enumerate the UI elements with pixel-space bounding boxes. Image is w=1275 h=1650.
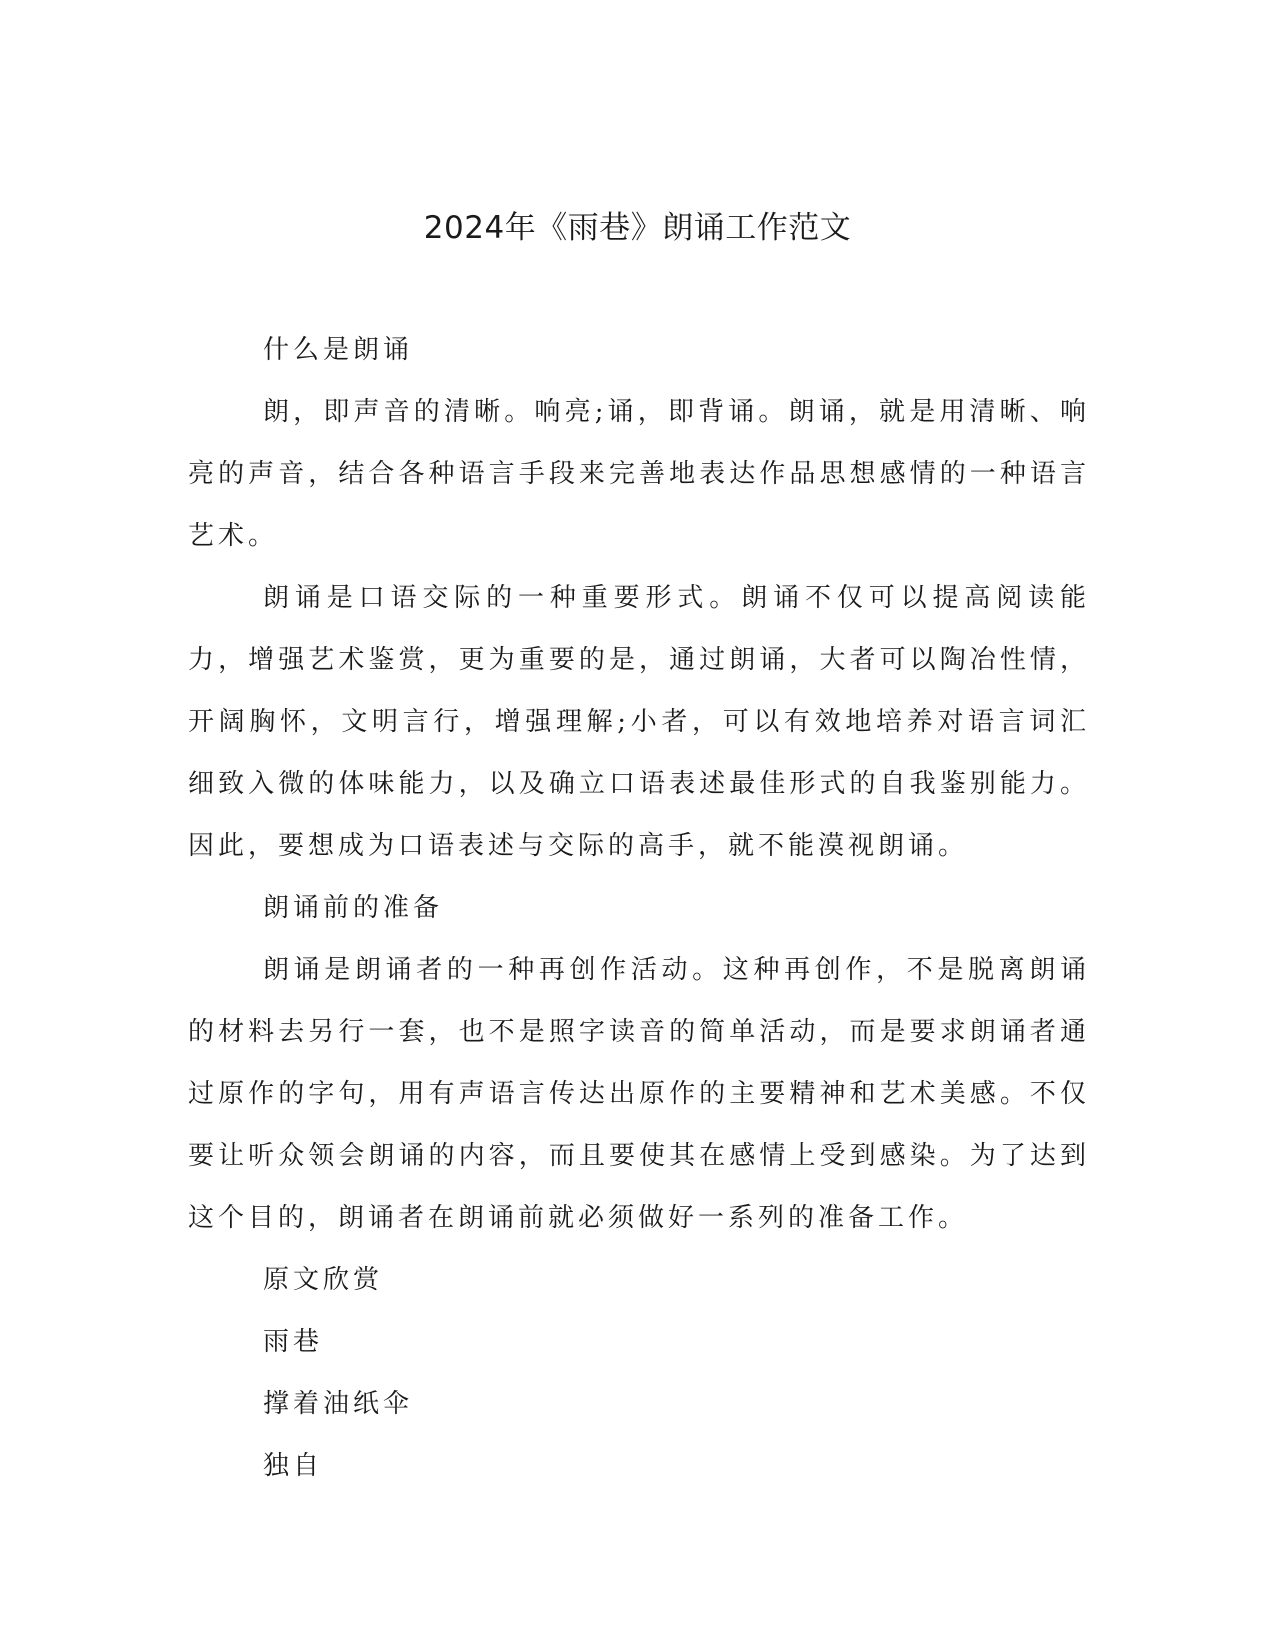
paragraph-definition: 朗，即声音的清晰。响亮;诵，即背诵。朗诵，就是用清晰、响亮的声音，结合各种语言手段来完善地表达作品思想感情的一种语言艺术。	[188, 397, 1090, 551]
document-title: 2024年《雨巷》朗诵工作范文	[423, 210, 852, 246]
poem-line-2: 独自	[263, 1451, 324, 1481]
paragraph-importance: 朗诵是口语交际的一种重要形式。朗诵不仅可以提高阅读能力，增强艺术鉴赏，更为重要的是，通过朗诵，大者可以陶冶性情，开阔胸怀，文明言行，增强理解;小者，可以有效地培养对语言词汇细致入微的体味能力，以及确立口语表述最佳形式的自我鉴别能力。因此，要想成为口语表述与交际的高手，就不能漠视朗诵。	[188, 583, 1090, 861]
section-heading-what-is-recitation: 什么是朗诵	[263, 335, 414, 365]
paragraph-preparation: 朗诵是朗诵者的一种再创作活动。这种再创作，不是脱离朗诵的材料去另行一套，也不是照字读音的简单活动，而是要求朗诵者通过原作的字句，用有声语言传达出原作的主要精神和艺术美感。不仅要让听众领会朗诵的内容，而且要使其在感情上受到感染。为了达到这个目的，朗诵者在朗诵前就必须做好一系列的准备工作。	[188, 955, 1090, 1233]
section-heading-preparation: 朗诵前的准备	[263, 893, 444, 923]
poem-line-1: 撑着油纸伞	[263, 1389, 414, 1419]
poem-title: 雨巷	[263, 1327, 324, 1357]
document-body	[188, 319, 1090, 1497]
section-heading-original-text: 原文欣赏	[263, 1265, 384, 1295]
